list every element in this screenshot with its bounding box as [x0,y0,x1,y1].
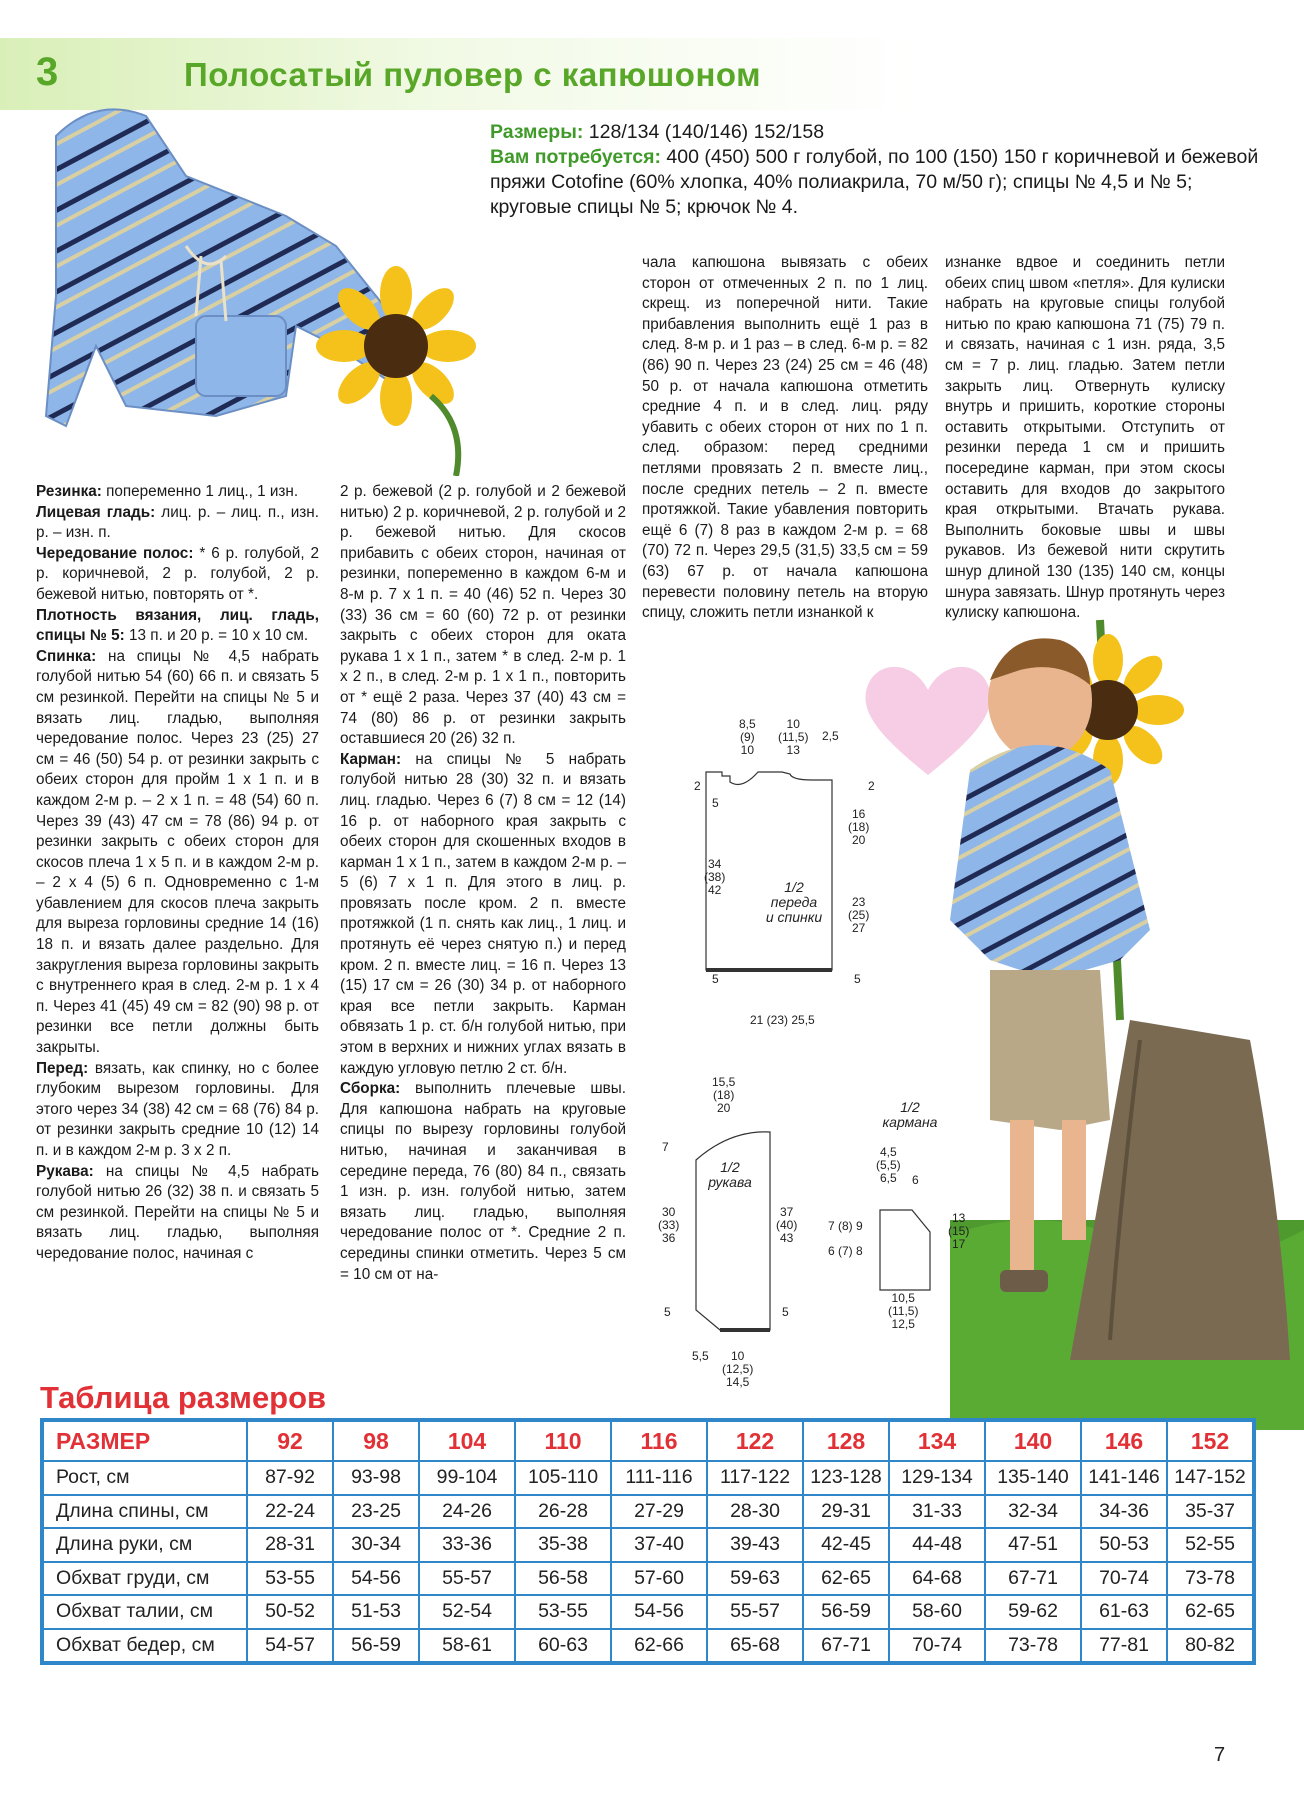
row-label: Обхват талии, см [42,1595,247,1629]
size-header-cell: 110 [515,1420,611,1461]
table-cell: 59-62 [985,1595,1081,1629]
row-label: Обхват груди, см [42,1562,247,1596]
table-cell: 44-48 [889,1528,985,1562]
dim-side: 23 (25) 27 [848,895,870,935]
table-cell: 60-63 [515,1629,611,1664]
dim-shoulder-slope: 2,5 [822,729,839,743]
table-cell: 32-34 [985,1495,1081,1529]
stockinette-text: лиц. р. – лиц. п., изн. р. – изн. п. [36,503,319,542]
table-cell: 28-31 [247,1528,333,1562]
table-cell: 23-25 [333,1495,419,1529]
table-cell: 55-57 [707,1595,803,1629]
rib-heading: Резинка: [36,483,102,500]
table-cell: 52-55 [1167,1528,1254,1562]
table-cell: 77-81 [1081,1629,1167,1664]
table-cell: 58-61 [419,1629,515,1664]
assembly-heading: Сборка: [340,1080,401,1098]
sleeve-label: 1/2 рукава [708,1159,752,1190]
table-cell: 33-36 [419,1528,515,1562]
table-cell: 55-57 [419,1562,515,1596]
gauge-text: 13 п. и 20 р. = 10 х 10 см. [129,627,309,645]
table-cell: 70-74 [1081,1562,1167,1596]
size-header-cell: 122 [707,1420,803,1461]
text-column-1 [36,482,319,1265]
size-header-cell: 146 [1081,1420,1167,1461]
size-header-cell: 104 [419,1420,515,1461]
row-label: Длина руки, см [42,1528,247,1562]
needs-label: Вам потребуется: [490,146,661,168]
table-cell: 147-152 [1167,1461,1254,1495]
table-row [42,1528,1254,1562]
back-heading: Спинка: [36,647,97,665]
table-cell: 42-45 [803,1528,889,1562]
pocket-heading: Карман: [340,750,402,768]
dim-length: 34 (38) 42 [704,857,726,897]
sleeves-text-cont: 2 р. бежевой (2 р. голубой и 2 бежевой нитью) 2 р. коричневой, 2 р. голубой и 2 р. бежевой нитью. Для скосов прибавить с обеих сторон, начиная от резинки, попеременно в каждом 6-м и 8-м р. 7 х 1 п. = 40 (46) 52 п. Через 30 (33) 36 см = 60 (60) 72 р. от резинки закрыть с обеих сторон для оката рукава 1 х 1 п., затем * в след. 2-м р. 1 х 2 п., в след. 2-м р. 1 х 1 п., повторить от * ещё 2 раза. Через 37 (40) 43 см = 74 (80) 86 р. от резинки закрыть оставшиеся 20 (26) 32 п. [340,483,626,748]
pocket-label: 1/2 кармана [882,1099,938,1130]
pattern-number: 3 [36,50,59,94]
row-label: Длина спины, см [42,1495,247,1529]
pattern-title: Полосатый пуловер с капюшоном [184,56,762,93]
dim-pocket-width: 10,5 (11,5) 12,5 [888,1291,919,1331]
table-cell: 50-53 [1081,1528,1167,1562]
table-cell: 51-53 [333,1595,419,1629]
table-cell: 54-57 [247,1629,333,1664]
table-cell: 99-104 [419,1461,515,1495]
table-cell: 62-65 [803,1562,889,1596]
sleeves-heading: Рукава: [36,1162,94,1180]
table-cell: 53-55 [515,1595,611,1629]
dim-armhole: 16 (18) 20 [848,807,870,847]
table-cell: 54-56 [333,1562,419,1596]
dim-pocket-l2: 6 (7) 8 [828,1244,863,1258]
table-cell: 135-140 [985,1461,1081,1495]
stockinette-heading: Лицевая гладь: [36,503,156,521]
size-header-cell: 140 [985,1420,1081,1461]
table-cell: 67-71 [985,1562,1081,1596]
table-cell: 111-116 [611,1461,707,1495]
table-row [42,1562,1254,1596]
table-cell: 34-36 [1081,1495,1167,1529]
row-label: Обхват бедер, см [42,1629,247,1664]
dim-left-5: 5 [712,796,719,810]
table-cell: 117-122 [707,1461,803,1495]
front-heading: Перед: [36,1059,89,1077]
table-cell: 62-66 [611,1629,707,1664]
assembly-text: выполнить плечевые швы. Для капюшона набрать на круговые спицы по вырезу горловины голубой нитью, начиная и заканчивая в середине переда, 76 (80) 84 п., связать 1 изн. р. изн. голубой нитью, затем вязать лиц. гладью, выполняя чередование полос от *. Средние 2 п. середины спинки отметить. Через 5 см = 10 см от на- [340,1080,626,1283]
table-cell: 105-110 [515,1461,611,1495]
table-cell: 65-68 [707,1629,803,1664]
table-cell: 87-92 [247,1461,333,1495]
dim-width: 21 (23) 25,5 [750,1013,815,1027]
stripes-text: * 6 р. голубой, 2 р. коричневой, 2 р. голубой, 2 р. бежевой нитью, повторять от *. [36,544,320,603]
size-header-cell: 92 [247,1420,333,1461]
pocket-text: на спицы № 5 набрать голубой нитью 28 (30) 32 п. и вязать лиц. гладью. Через 6 (7) 8 см = 12 (14) 16 р. от наборного края закрыть с обеих сторон для скошенных входов в карман 1 х 1 п., затем в каждом 2-м р. – 5 (6) 7 х 1 п. Для этого в лиц. р. провязать после кром. 2 п. вместе протяжкой (1 п. снять как лиц., 1 лиц. и протянуть её через снятую п.) и перед кром. 2 п. вместе лиц. = 16 п. Через 13 (15) 17 см = 26 (30) 34 р. от наборного края все петли закрыть. Карман обвязать 1 р. ст. б/н голубой нитью, при этом в верхних и нижних углах вязать в каждую угловую петлю 2 ст. б/н. [340,750,627,1077]
sweater-photo [36,96,496,476]
text-column-3 [642,253,928,624]
table-cell: 26-28 [515,1495,611,1529]
materials-block [490,120,1260,220]
table-cell: 70-74 [889,1629,985,1664]
table-cell: 58-60 [889,1595,985,1629]
dim-sleeve-top: 15,5 (18) 20 [712,1075,736,1115]
table-cell: 53-55 [247,1562,333,1596]
table-cell: 47-51 [985,1528,1081,1562]
table-cell: 29-31 [803,1495,889,1529]
sizes-label: Размеры: [490,121,584,143]
dim-pocket-l1: 7 (8) 9 [828,1219,863,1233]
table-cell: 54-56 [611,1595,707,1629]
hood-text: чала капюшона вывязать с обеих сторон от отмеченных 2 п. по 1 лиц. скрещ. из поперечной нити. Такие прибавления выполнить ещё 1 раз в след. 8-м р. и 1 раз – в след. 6-м р. = 82 (86) 90 п. Через 23 (24) 25 см = 46 (48) 50 р. от начала капюшона отметить средние 4 п. и в след. лиц. ряду убавить с обеих сторон от них по 1 п. след. образом: перед средними петлями провязать 2 п. вместе лиц., после средних петель – 2 п. вместе протяжкой. Такие убавления повторить ещё 6 (7) 8 раз в каждом 2-м р. = 68 (70) 72 п. Через 29,5 (31,5) 33,5 см = 59 (63) 67 р. от начала капюшона перевести половину петель на вторую спицу, сложить петли изнанкой к [642,254,928,622]
dim-left-2: 2 [694,779,701,793]
table-cell: 129-134 [889,1461,985,1495]
page-number: 7 [1214,1744,1226,1766]
dim-pocket-top: 4,5 (5,5) 6,5 [876,1145,901,1185]
table-cell: 50-52 [247,1595,333,1629]
dim-rib-left: 5 [712,972,719,986]
size-header-cell: 116 [611,1420,707,1461]
table-cell: 93-98 [333,1461,419,1495]
size-table-title: Таблица размеров [40,1380,327,1415]
stripes-heading: Чередование полос: [36,544,194,562]
table-cell: 30-34 [333,1528,419,1562]
table-cell: 24-26 [419,1495,515,1529]
size-header-cell: 128 [803,1420,889,1461]
dim-rib-right: 5 [854,972,861,986]
rib-text: попеременно 1 лиц., 1 изн. [106,483,299,500]
table-cell: 67-71 [803,1629,889,1664]
table-cell: 73-78 [985,1629,1081,1664]
table-cell: 56-59 [333,1629,419,1664]
text-column-2 [340,482,626,1285]
table-cell: 141-146 [1081,1461,1167,1495]
table-cell: 73-78 [1167,1562,1254,1596]
sleeves-text: на спицы № 4,5 набрать голубой нитью 26 (32) 38 п. и связать 5 см резинкой. Перейти на спицы № 5 и вязать лиц. гладью, выполняя чередование полос, начиная с [36,1162,320,1262]
table-cell: 64-68 [889,1562,985,1596]
dim-sleeve-rib-l: 5 [664,1305,671,1319]
table-cell: 35-37 [1167,1495,1254,1529]
table-row [42,1461,1254,1495]
text-column-4 [945,253,1225,624]
dim-sleeve-w2: 10 (12,5) 14,5 [722,1349,754,1389]
table-cell: 35-38 [515,1528,611,1562]
size-table [40,1418,1256,1665]
size-header-cell: 134 [889,1420,985,1461]
table-cell: 28-30 [707,1495,803,1529]
dim-right-2: 2 [868,779,875,793]
table-cell: 123-128 [803,1461,889,1495]
size-header-cell: 98 [333,1420,419,1461]
dim-shoulder: 10 (11,5) 13 [778,717,809,757]
gauge-heading: Плотность вязания, лиц. гладь, спицы № 5: [36,606,319,645]
back-text: на спицы № 4,5 набрать голубой нитью 54 (60) 66 п. и связать 5 см резинкой. Перейти на спицы № 5 и вязать лиц. гладью, выполняя чередование полос. Через 23 (25) 27 см = 46 (50) 54 р. от резинки закрыть с обеих сторон для пройм 1 х 1 п. и в каждом 2-м р. – 2 х 1 п. = 48 (54) 60 п. Через 39 (43) 47 см = 78 (86) 94 р. от резинки закрыть с обеих сторон для скосов плеча 1 х 5 п. и в каждом 2-м р. – 2 х 4 (5) 6 п. Одновременно с 1-м убавлением для скосов плеча закрыть для выреза горловины средние 14 (16) 18 п. и вязать далее раздельно. Для закругления выреза горловины закрыть с внутреннего края в след. 2-м р. 1 х 4 п. Через 41 (45) 49 см = 82 (90) 98 р. от резинки все петли должны быть закрыты. [36,647,320,1057]
dim-sleeve-side: 37 (40) 43 [776,1205,798,1245]
table-cell: 37-40 [611,1528,707,1562]
size-header-label: РАЗМЕР [42,1420,247,1461]
table-cell: 22-24 [247,1495,333,1529]
dim-pocket-height: 13 (15) 17 [948,1211,970,1251]
boy-photo [950,600,1304,1430]
table-cell: 80-82 [1167,1629,1254,1664]
row-label: Рост, см [42,1461,247,1495]
dim-cap: 7 [662,1140,669,1154]
size-table-header [42,1420,1254,1461]
table-row [42,1495,1254,1529]
size-header-cell: 152 [1167,1420,1254,1461]
front-back-label: 1/2 переда и спинки [765,879,823,925]
table-cell: 39-43 [707,1528,803,1562]
finishing-text: изнанке вдвое и соединить петли обеих спиц швом «петля». Для кулиски набрать на круговые спицы голубой нитью по краю капюшона 71 (75) 79 п. и связать, начиная с 1 изн. ряда, 3,5 см = 7 р. лиц. гладью. Затем петли закрыть лиц. Отвернуть кулиску внутрь и пришить, короткие стороны оставить открытыми. Отступить от резинки переда 1 см и пришить посередине карман, при этом скосы оставить для входов до закрытого края открытыми. Втачать рукава. Выполнить боковые швы и швы рукавов. Из бежевой нити скрутить шнур длиной 130 (135) 140 см, концы шнура завязать. Шнур протянуть через кулиску капюшона. [945,254,1225,622]
table-cell: 59-63 [707,1562,803,1596]
sizes-value: 128/134 (140/146) 152/158 [588,121,825,143]
table-row [42,1595,1254,1629]
table-cell: 31-33 [889,1495,985,1529]
dim-neck-a: 8,5 (9) 10 [739,717,756,757]
dim-sleeve-w1: 5,5 [692,1349,709,1363]
table-cell: 52-54 [419,1595,515,1629]
needs-value: 400 (450) 500 г голубой, по 100 (150) 150 г коричневой и бежевой пряжи Cotofine (60% хлопка, 40% полиакрила, 70 м/50 г); спицы № 4,5 и № 5; круговые спицы № 5; крючок № 4. [490,146,1259,218]
dim-sleeve-rib-r: 5 [782,1305,789,1319]
table-cell: 62-65 [1167,1595,1254,1629]
table-cell: 56-59 [803,1595,889,1629]
table-cell: 56-58 [515,1562,611,1596]
table-cell: 27-29 [611,1495,707,1529]
table-cell: 57-60 [611,1562,707,1596]
dim-pocket-top-r: 6 [912,1173,919,1187]
dim-sleeve-len: 30 (33) 36 [658,1205,680,1245]
front-text: вязать, как спинку, но с более глубоким вырезом горловины. Для этого через 34 (38) 42 см = 68 (76) 84 р. от резинки закрыть средние 10 (12) 14 п. и в каждом 2-м р. 3 х 2 п. [36,1059,319,1159]
table-row [42,1629,1254,1664]
table-cell: 61-63 [1081,1595,1167,1629]
